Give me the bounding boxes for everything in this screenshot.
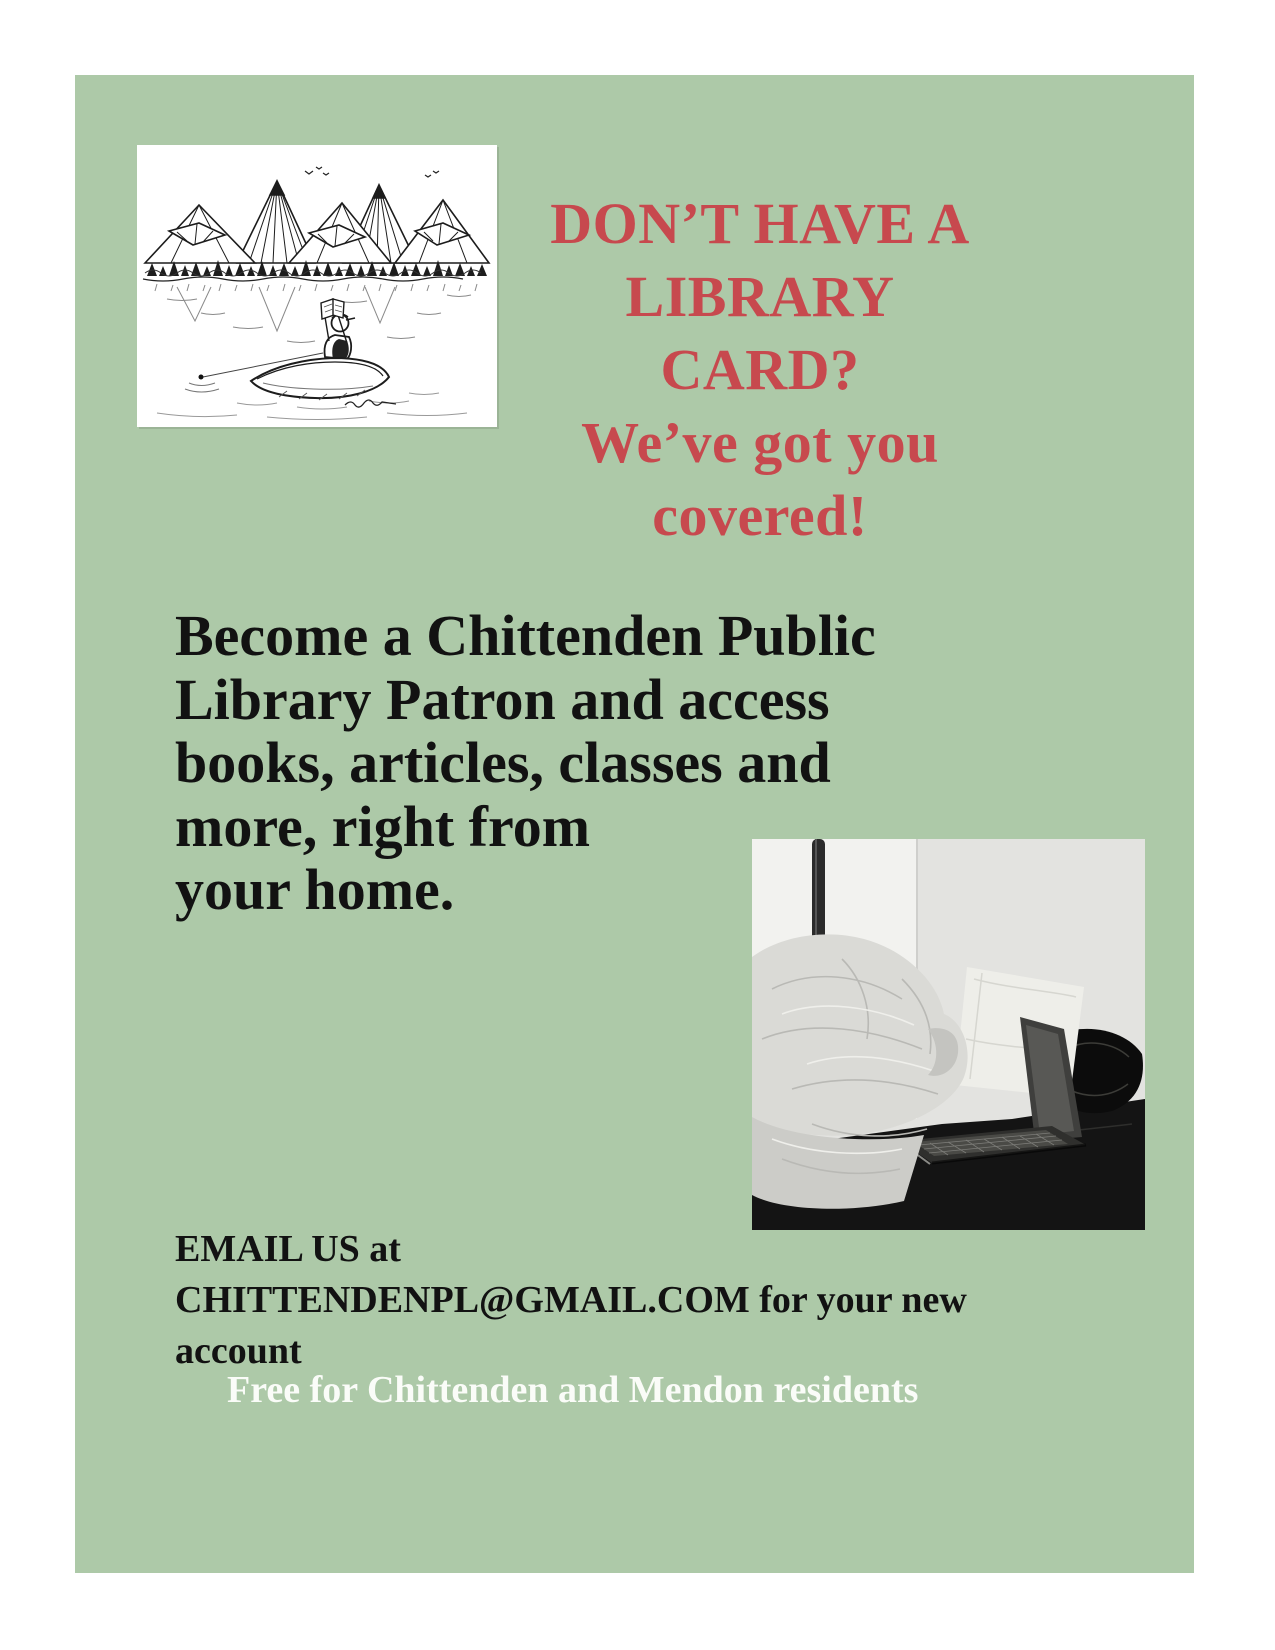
headline-line-1: DON’T HAVE A bbox=[550, 191, 970, 256]
canoe-reader-illustration bbox=[137, 145, 497, 427]
couch-laptop-photo-frame bbox=[752, 839, 1145, 1230]
headline bbox=[520, 187, 1000, 552]
contact-line-3: account bbox=[175, 1330, 302, 1372]
contact-text bbox=[175, 1224, 967, 1377]
contact-line-1: EMAIL US at bbox=[175, 1228, 401, 1270]
footer-note: Free for Chittenden and Mendon residents bbox=[227, 1369, 919, 1411]
headline-line-2: LIBRARY CARD? bbox=[625, 264, 895, 402]
contact-line-2: CHITTENDENPL@GMAIL.COM for your new bbox=[175, 1279, 967, 1321]
library-illustration-frame bbox=[137, 145, 497, 427]
body-line-5: your home. bbox=[175, 857, 455, 922]
headline-line-4: covered! bbox=[652, 483, 868, 548]
body-line-3: books, articles, classes and bbox=[175, 730, 831, 795]
body-line-1: Become a Chittenden Public bbox=[175, 603, 876, 668]
body-line-2: Library Patron and access bbox=[175, 666, 830, 732]
headline-line-3: We’ve got you bbox=[581, 410, 939, 475]
body-line-4: more, right from bbox=[175, 793, 591, 859]
couch-laptop-photo bbox=[752, 839, 1145, 1230]
